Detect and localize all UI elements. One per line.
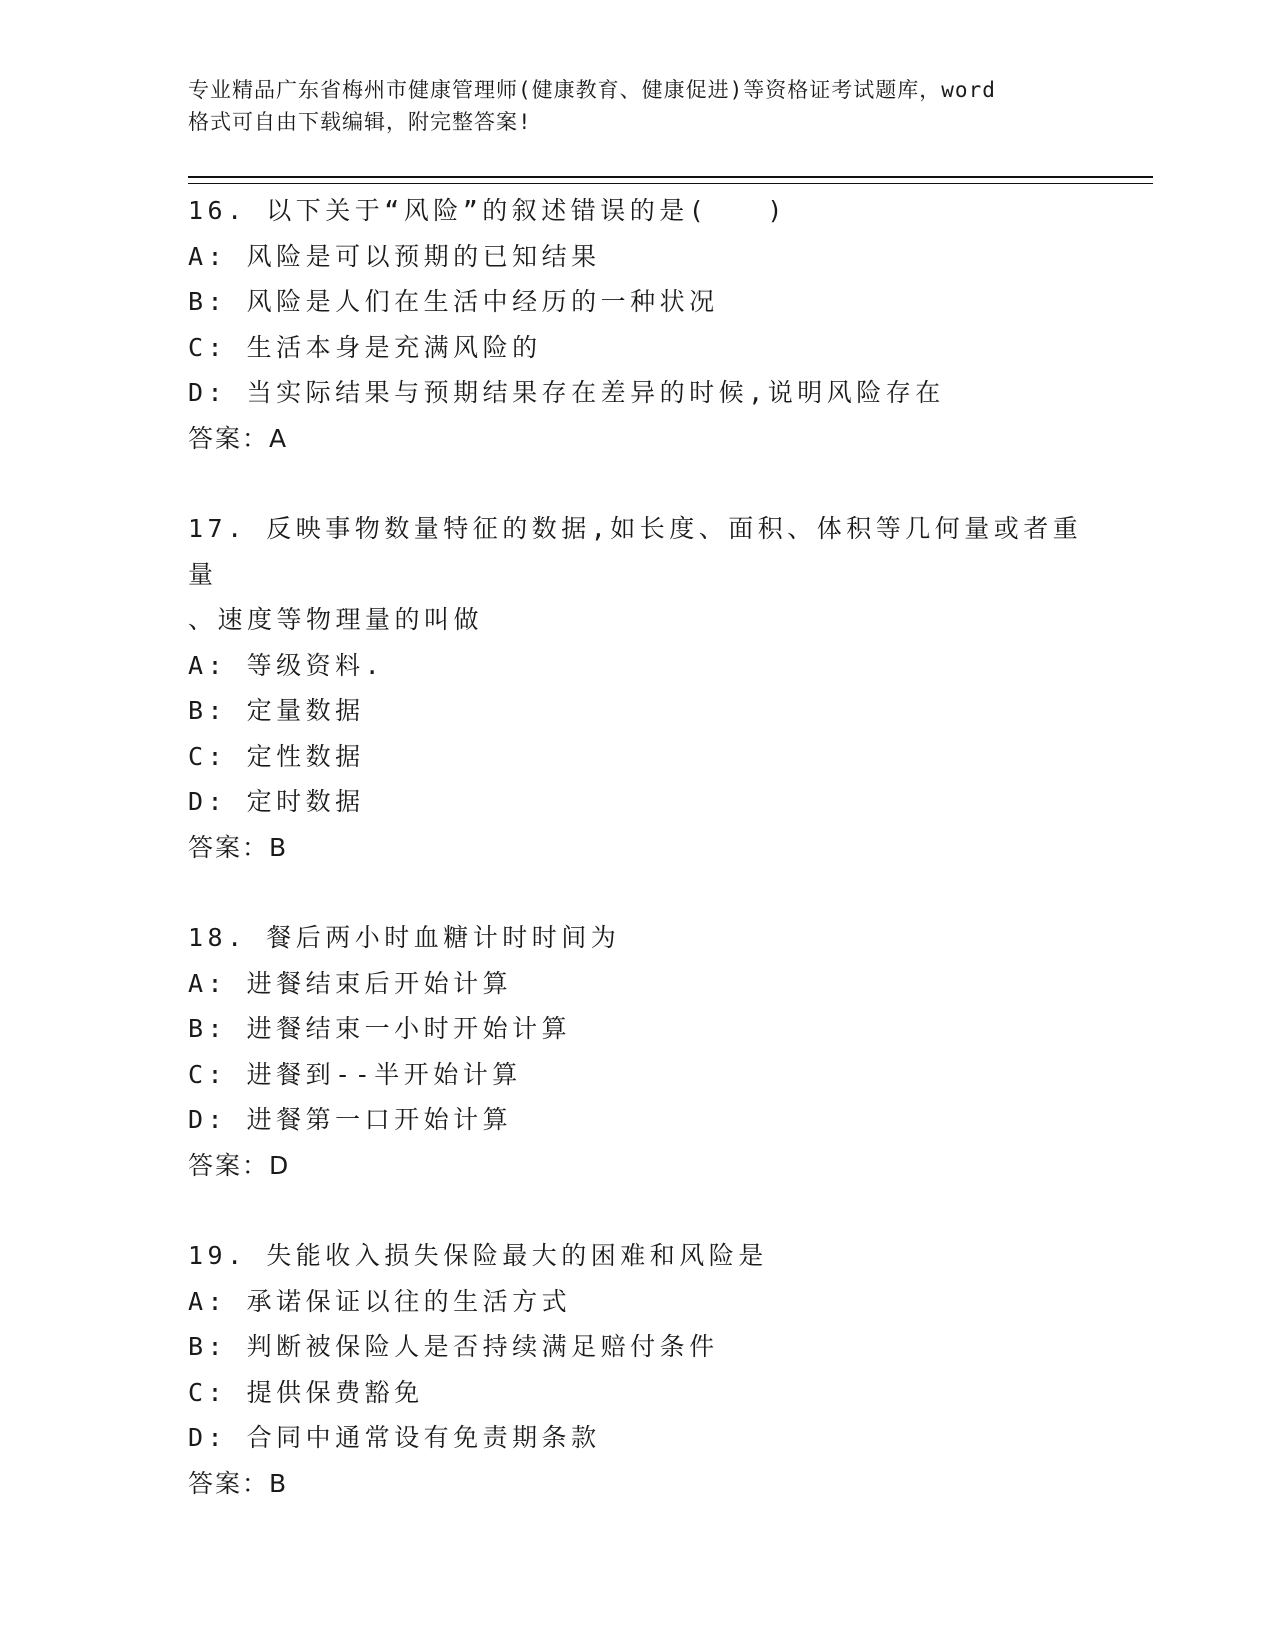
option-c: C: 进餐到--半开始计算 [188, 1059, 522, 1089]
option-a: A: 风险是可以预期的已知结果 [188, 241, 601, 271]
question-stem: 16. 以下关于“风险”的叙述错误的是( ) [188, 196, 787, 225]
answer-label: 答案：A [188, 423, 289, 453]
option-a: A: 等级资料. [188, 650, 385, 680]
option-b: B: 风险是人们在生活中经历的一种状况 [188, 287, 719, 316]
option-b: B: 定量数据 [188, 696, 365, 725]
header-divider [188, 176, 1153, 184]
question-16 [188, 188, 1088, 461]
header-line-2: 格式可自由下载编辑，附完整答案! [188, 110, 532, 134]
option-a: A: 承诺保证以往的生活方式 [188, 1286, 572, 1316]
option-d: D: 进餐第一口开始计算 [188, 1105, 513, 1134]
option-d: D: 当实际结果与预期结果存在差异的时候,说明风险存在 [188, 378, 945, 407]
option-c: C: 定性数据 [188, 741, 365, 771]
header-line-1: 专业精品广东省梅州市健康管理师(健康教育、健康促进)等资格证考试题库，word [188, 78, 996, 102]
document-header [188, 74, 1088, 138]
question-stem-continued: 、速度等物理量的叫做 [188, 605, 484, 634]
question-stem: 17. 反映事物数量特征的数据,如长度、面积、体积等几何量或者重量 [188, 514, 1083, 589]
question-stem: 19. 失能收入损失保险最大的困难和风险是 [188, 1241, 768, 1270]
option-d: D: 定时数据 [188, 787, 365, 816]
option-b: B: 进餐结束一小时开始计算 [188, 1014, 572, 1043]
answer-label: 答案：B [188, 832, 289, 862]
question-list [188, 188, 1088, 1551]
question-stem: 18. 餐后两小时血糖计时时间为 [188, 923, 621, 952]
answer-label: 答案：B [188, 1468, 289, 1498]
option-c: C: 提供保费豁免 [188, 1377, 424, 1407]
question-17 [188, 506, 1088, 870]
option-d: D: 合同中通常设有免责期条款 [188, 1423, 601, 1452]
option-c: C: 生活本身是充满风险的 [188, 332, 542, 362]
option-b: B: 判断被保险人是否持续满足赔付条件 [188, 1332, 719, 1361]
question-18 [188, 915, 1088, 1188]
question-19 [188, 1233, 1088, 1506]
option-a: A: 进餐结束后开始计算 [188, 968, 513, 998]
answer-label: 答案：D [188, 1150, 291, 1180]
